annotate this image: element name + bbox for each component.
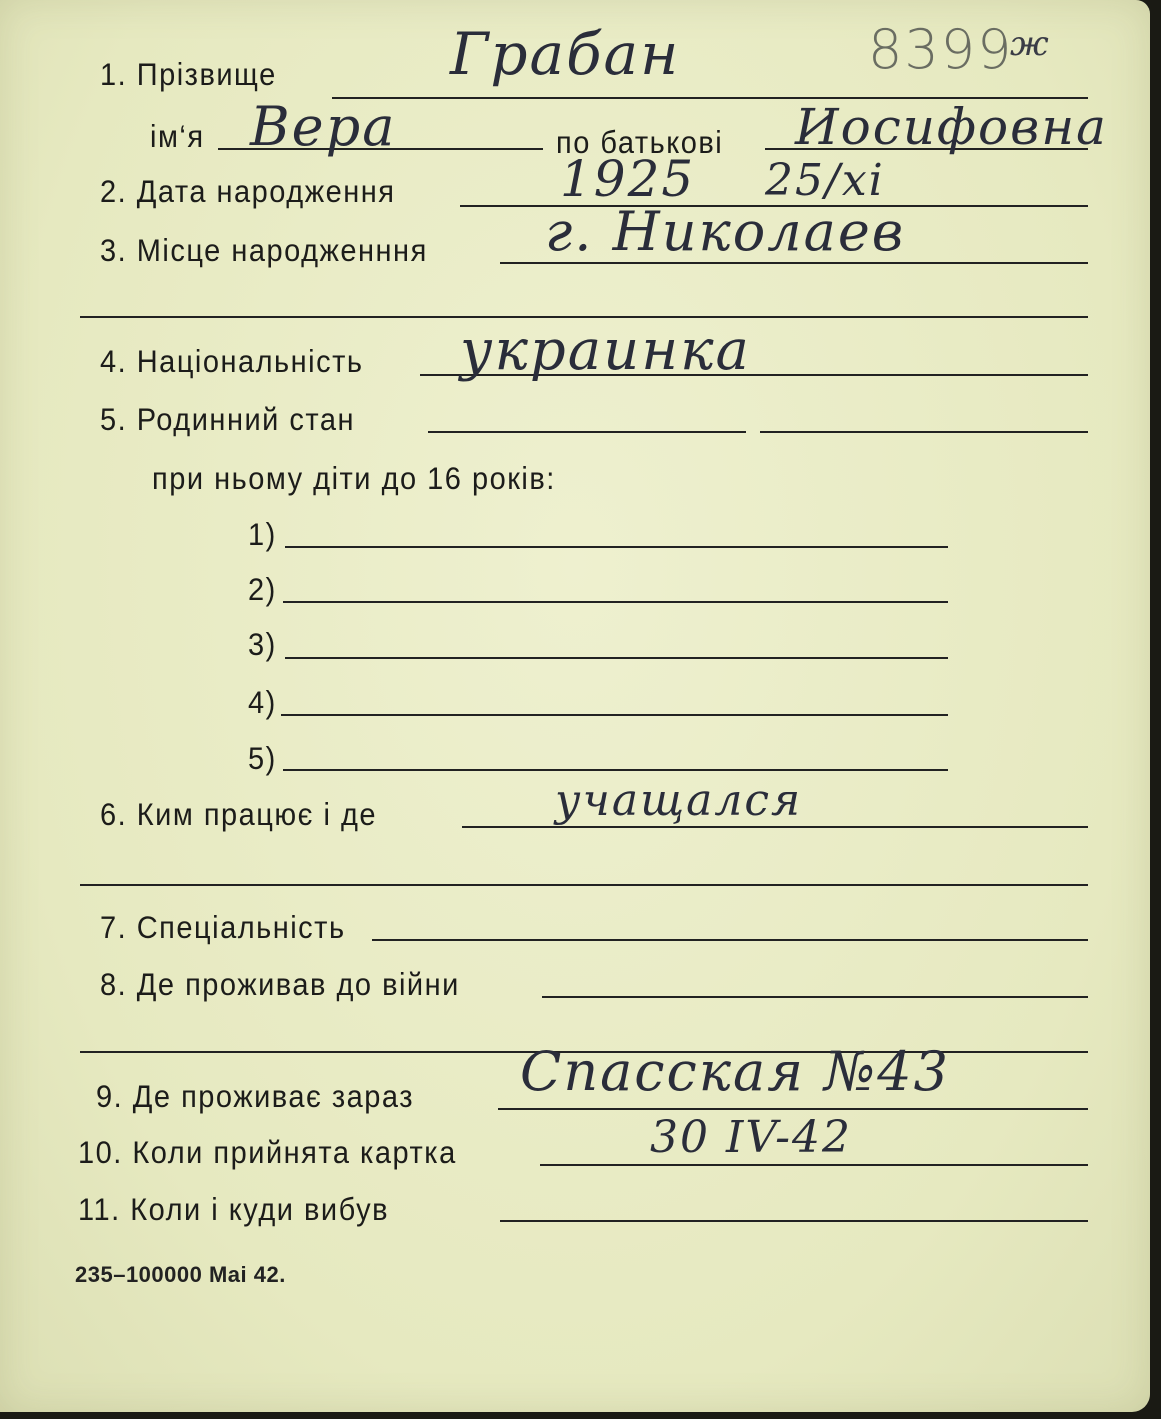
handwritten-number-suffix: ж: [1010, 24, 1051, 64]
field-nationality-label: 4. Національність: [100, 345, 364, 380]
field-surname-label: 1. Прізвище: [100, 58, 277, 93]
child-number-2: 2): [248, 573, 277, 608]
field-children-label: при ньому діти до 16 років:: [152, 462, 556, 497]
card-date-line: [540, 1164, 1088, 1166]
field-marital-status-label: 5. Родинний стан: [100, 403, 356, 438]
field-card-date-label: 10. Коли прийнята картка: [78, 1136, 457, 1171]
work-line: [462, 826, 1088, 828]
child-line-3: [285, 657, 948, 659]
field-current-residence-label: 9. Де проживає зараз: [96, 1080, 415, 1115]
marital-status-line-a: [428, 431, 746, 433]
current-residence-line: [498, 1108, 1088, 1110]
handwritten-card-date: 30 IV-42: [650, 1112, 852, 1163]
handwritten-address: Спасская №43: [520, 1040, 950, 1103]
departure-line: [500, 1220, 1088, 1222]
handwritten-birth-year: 1925: [560, 150, 696, 208]
handwritten-patronymic: Иосифовна: [795, 98, 1108, 156]
field-work-label: 6. Ким працює і де: [100, 798, 378, 833]
field-departure-label: 11. Коли і куди вибув: [78, 1193, 389, 1228]
child-line-4: [281, 714, 948, 716]
child-number-3: 3): [248, 628, 277, 663]
work-line-2: [80, 884, 1088, 886]
child-number-5: 5): [248, 742, 277, 777]
handwritten-nationality: украинка: [460, 318, 751, 383]
field-birthplace-label: 3. Місце народженння: [100, 234, 428, 269]
field-birthdate-label: 2. Дата народження: [100, 175, 396, 210]
child-line-5: [283, 769, 948, 771]
field-patronymic-label: по батькові: [556, 126, 724, 161]
child-number-4: 4): [248, 686, 277, 721]
field-prewar-residence-label: 8. Де проживав до війни: [100, 968, 460, 1003]
handwritten-surname: Грабан: [450, 20, 681, 88]
handwritten-birthplace: г. Николаев: [545, 200, 906, 263]
child-line-1: [285, 546, 948, 548]
handwritten-card-number: 8399: [868, 18, 1014, 81]
field-name-label: ім‘я: [150, 120, 205, 155]
handwritten-work: учащался: [555, 775, 803, 826]
child-number-1: 1): [248, 518, 277, 553]
field-specialty-label: 7. Спеціальність: [100, 911, 346, 946]
child-line-2: [283, 601, 948, 603]
marital-status-line-b: [760, 431, 1088, 433]
prewar-residence-line: [542, 996, 1088, 998]
specialty-line: [372, 939, 1088, 941]
handwritten-name: Вера: [250, 95, 397, 158]
handwritten-birth-day: 25/xi: [765, 155, 885, 206]
print-code: 235–100000 Mai 42.: [75, 1262, 286, 1287]
